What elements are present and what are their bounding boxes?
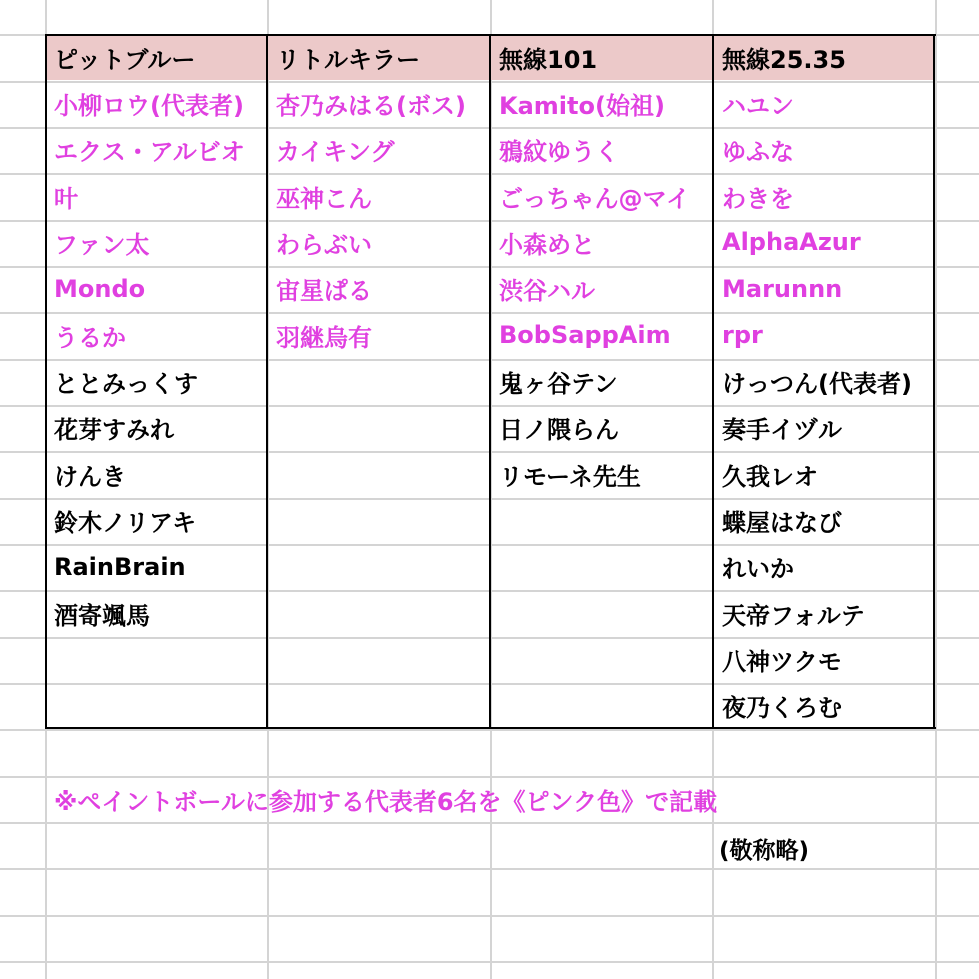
empty-cell[interactable] xyxy=(267,590,490,636)
legend-note: ※ペイントボールに参加する代表者6名を《ピンク色》で記載 xyxy=(54,788,718,816)
empty-cell[interactable] xyxy=(45,683,267,729)
member-cell[interactable]: 鴉紋ゆうく xyxy=(499,138,619,167)
gridline-horizontal xyxy=(0,776,979,778)
member-cell[interactable]: Marunnn xyxy=(722,274,843,303)
empty-cell[interactable] xyxy=(267,544,490,590)
empty-cell[interactable] xyxy=(490,497,713,543)
member-cell[interactable]: リモーネ先生 xyxy=(499,462,641,491)
member-cell[interactable]: 羽継烏有 xyxy=(276,323,372,352)
gridline-horizontal xyxy=(0,961,979,963)
member-cell[interactable]: 宙星ぱる xyxy=(276,277,372,306)
member-cell[interactable]: ゆふな xyxy=(722,138,794,167)
member-cell[interactable]: 酒寄颯馬 xyxy=(54,601,150,630)
member-cell[interactable]: 杏乃みはる(ボス) xyxy=(276,91,466,120)
member-cell[interactable]: わきを xyxy=(722,184,794,213)
member-cell[interactable]: 久我レオ xyxy=(722,462,818,491)
member-cell[interactable]: ごっちゃん@マイ xyxy=(499,184,691,213)
empty-cell[interactable] xyxy=(490,636,713,682)
gridline-horizontal xyxy=(0,729,979,731)
team-roster-table xyxy=(45,34,935,729)
member-cell[interactable]: ハユン xyxy=(722,91,794,120)
empty-cell[interactable] xyxy=(267,497,490,543)
member-cell[interactable]: Kamito(始祖) xyxy=(499,91,665,120)
member-cell[interactable]: うるか xyxy=(54,323,126,352)
member-cell[interactable]: BobSappAim xyxy=(499,321,671,350)
gridline-horizontal xyxy=(0,915,979,917)
gridline-horizontal xyxy=(0,868,979,870)
member-cell[interactable]: 鬼ヶ谷テン xyxy=(499,369,618,398)
team-header[interactable]: リトルキラー xyxy=(267,34,490,80)
member-cell[interactable]: rpr xyxy=(722,321,763,350)
gridline-horizontal xyxy=(0,822,979,824)
member-cell[interactable]: 奏手イヅル xyxy=(722,416,842,445)
honorific-note: (敬称略) xyxy=(719,838,810,864)
member-cell[interactable]: 巫神こん xyxy=(276,184,372,213)
empty-cell[interactable] xyxy=(490,590,713,636)
member-cell[interactable]: エクス・アルビオ xyxy=(54,138,245,167)
member-cell[interactable]: 蝶屋はなび xyxy=(722,508,842,537)
member-cell[interactable]: れいか xyxy=(722,555,794,584)
member-cell[interactable]: AlphaAzur xyxy=(722,228,861,257)
empty-cell[interactable] xyxy=(267,405,490,451)
empty-cell[interactable] xyxy=(267,683,490,729)
team-header[interactable]: 無線101 xyxy=(490,34,713,80)
member-cell[interactable]: けっつん(代表者) xyxy=(722,369,912,398)
empty-cell[interactable] xyxy=(267,451,490,497)
member-cell[interactable]: ファン太 xyxy=(54,230,150,259)
empty-cell[interactable] xyxy=(490,544,713,590)
member-cell[interactable]: 天帝フォルテ xyxy=(722,601,865,630)
gridline-vertical xyxy=(935,0,937,979)
member-cell[interactable]: RainBrain xyxy=(54,552,186,581)
empty-cell[interactable] xyxy=(490,683,713,729)
member-cell[interactable]: けんき xyxy=(54,462,126,491)
member-cell[interactable]: 八神ツクモ xyxy=(722,647,842,676)
member-cell[interactable]: 小柳ロウ(代表者) xyxy=(54,91,244,120)
empty-cell[interactable] xyxy=(267,358,490,404)
member-cell[interactable]: 花芽すみれ xyxy=(54,416,174,445)
team-header[interactable]: ピットブルー xyxy=(45,34,267,80)
team-header[interactable]: 無線25.35 xyxy=(713,34,935,80)
member-cell[interactable]: 日ノ隈らん xyxy=(499,416,619,445)
member-cell[interactable]: Mondo xyxy=(54,274,146,303)
member-cell[interactable]: 渋谷ハル xyxy=(499,277,595,306)
empty-cell[interactable] xyxy=(45,636,267,682)
member-cell[interactable]: 夜乃くろむ xyxy=(722,694,842,723)
member-cell[interactable]: 鈴木ノリアキ xyxy=(54,508,197,537)
member-cell[interactable]: カイキング xyxy=(276,138,395,167)
member-cell[interactable]: ととみっくす xyxy=(54,369,198,398)
member-cell[interactable]: 小森めと xyxy=(499,230,595,259)
member-cell[interactable]: わらぶい xyxy=(276,230,372,259)
empty-cell[interactable] xyxy=(267,636,490,682)
member-cell[interactable]: 叶 xyxy=(54,184,78,213)
